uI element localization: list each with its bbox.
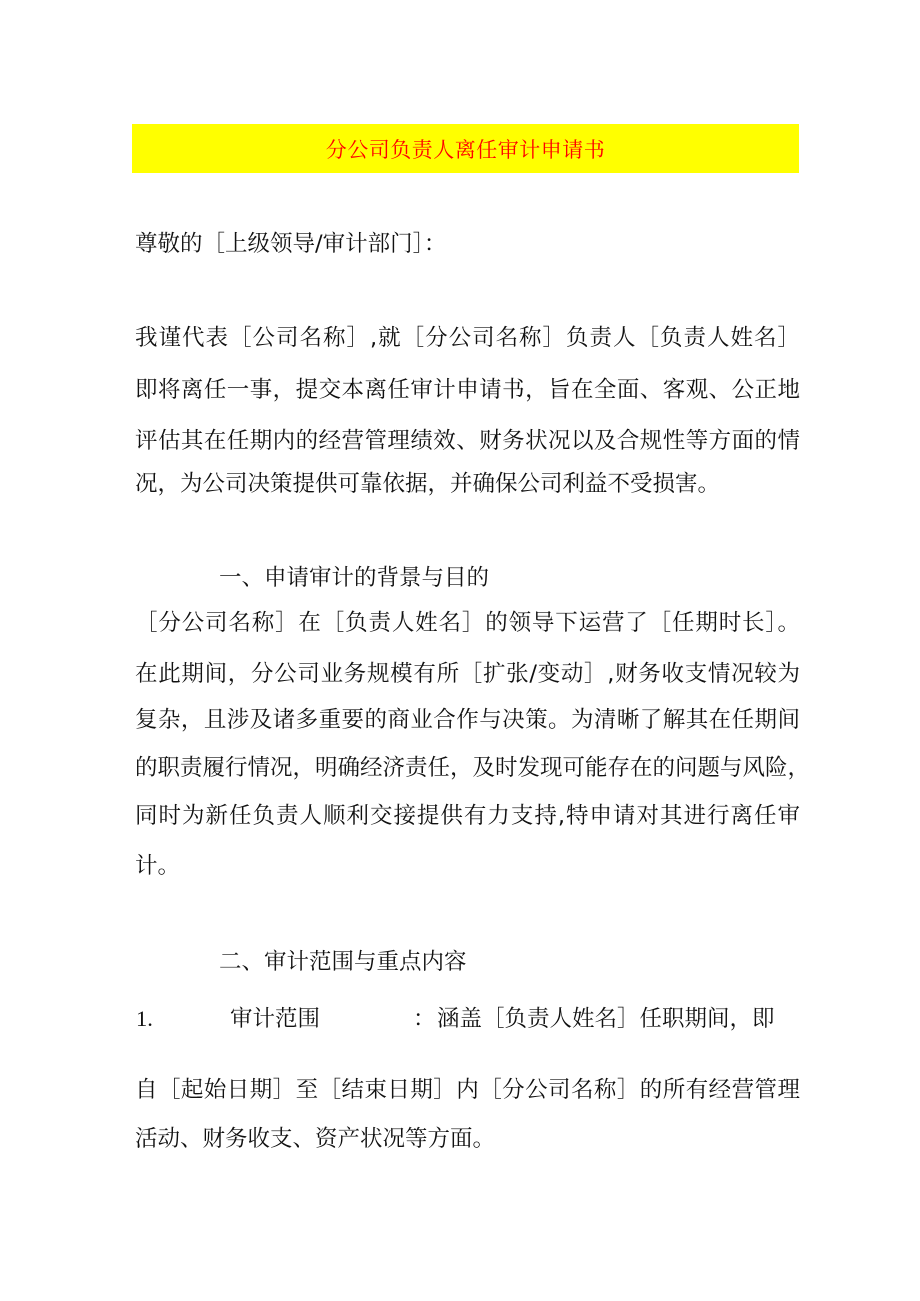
title-banner (132, 124, 799, 173)
section-heading-scope: 二、审计范围与重点内容 (219, 949, 467, 975)
section-heading-background: 一、申请审计的背景与目的 (219, 565, 490, 591)
document-title: 分公司负责人离任审计申请书 (325, 137, 606, 162)
section2-line: 活动、财务收支、资产状况等方面。 (135, 1126, 496, 1152)
intro-line: 我谨代表［公司名称］,就［分公司名称］负责人［负责人姓名］ (135, 325, 800, 351)
list-item-label: 审计范围 (230, 1006, 321, 1032)
section2-line: 自［起始日期］至［结束日期］内［分公司名称］的所有经营管理 (135, 1077, 800, 1103)
section1-line: 在此期间，分公司业务规模有所［扩张/变动］,财务收支情况较为 (135, 661, 800, 687)
section1-line: 计。 (135, 853, 181, 879)
list-item-text: 涵盖［负责人姓名］任职期间，即 (437, 1006, 775, 1032)
section1-line: 的职责履行情况，明确经济责任，及时发现可能存在的问题与风险， (135, 755, 811, 781)
section1-line: 同时为新任负责人顺利交接提供有力支持,特申请对其进行离任审 (135, 803, 800, 829)
list-item-audit-scope (0, 1006, 920, 1032)
section1-line: ［分公司名称］在［负责人姓名］的领导下运营了［任期时长］。 (135, 610, 800, 636)
list-item-number: 1. (136, 1006, 153, 1031)
salutation: 尊敬的［上级领导/审计部门］： (135, 231, 447, 257)
intro-line: 即将离任一事，提交本离任审计申请书，旨在全面、客观、公正地 (135, 377, 800, 403)
list-item-colon: ： (413, 1006, 436, 1032)
intro-line: 评估其在任期内的经营管理绩效、财务状况以及合规性等方面的情 (135, 428, 800, 454)
section1-line: 复杂，且涉及诸多重要的商业合作与决策。为清晰了解其在任期间 (135, 707, 800, 733)
intro-line: 况，为公司决策提供可靠依据，并确保公司利益不受损害。 (135, 471, 721, 497)
